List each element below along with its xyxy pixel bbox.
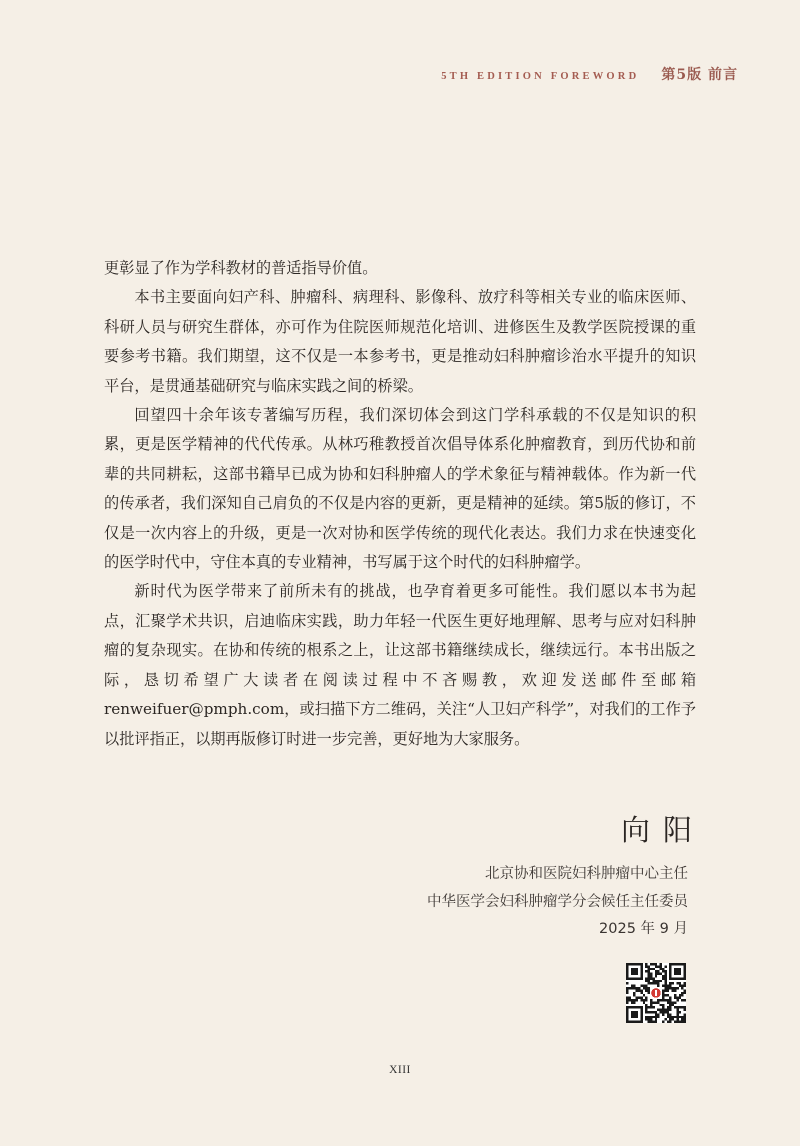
qr-code-graphic: [626, 963, 686, 1023]
paragraph-audience: 本书主要面向妇产科、肿瘤科、病理科、影像科、放疗科等相关专业的临床医师、科研人员与研究生群体，亦可作为住院医师规范化培训、进修医生及教学医院授课的重要参考书籍。我们期望，这不仅是一本参考书，更是推动妇科肿瘤诊治水平提升的知识平台，是贯通基础研究与临床实践之间的桥梁。: [104, 288, 696, 395]
signature-date: 2025 年 9 月: [599, 921, 688, 937]
foreword-body: [104, 254, 696, 754]
author-affiliation-hospital: 北京协和医院妇科肿瘤中心主任: [485, 866, 688, 882]
header-chinese-title: 第5版 前言: [661, 67, 738, 83]
paragraph-outlook: 新时代为医学带来了前所未有的挑战，也孕育着更多可能性。我们愿以本书为起点，汇聚学术共识，启迪临床实践，助力年轻一代医生更好地理解、思考与应对妇科肿瘤的复杂现实。在协和传统的根系之上，让这部书籍继续成长，继续远行。本书出版之际，恳切希望广大读者在阅读过程中不吝赐教，欢迎发送邮件至邮箱 renweifuer@pmph.com，或扫描下方二维码，关注“人卫妇产科学”，对我们的工作予以批评指正，以期再版修订时进一步完善，更好地为大家服务。: [104, 582, 696, 748]
author-affiliation-association: 中华医学会妇科肿瘤学分会候任主任委员: [427, 894, 688, 910]
page-number: XIII: [389, 1064, 411, 1076]
header-english-title: 5TH EDITION FOREWORD: [441, 71, 640, 82]
running-header: [441, 64, 738, 84]
paragraph-continuation: 更彰显了作为学科教材的普适指导价值。: [104, 259, 378, 277]
author-signature: 向阳: [620, 813, 705, 847]
qr-code-icon[interactable]: [626, 963, 686, 1023]
paragraph-history: 回望四十余年该专著编写历程，我们深切体会到这门学科承载的不仅是知识的积累，更是医学精神的代代传承。从林巧稚教授首次倡导体系化肿瘤教育，到历代协和前辈的共同耕耘，这部书籍早已成为协和妇科肿瘤人的学术象征与精神载体。作为新一代的传承者，我们深知自己肩负的不仅是内容的更新，更是精神的延续。第5版的修订，不仅是一次内容上的升级，更是一次对协和医学传统的现代化表达。我们力求在快速变化的医学时代中，守住本真的专业精神，书写属于这个时代的妇科肿瘤学。: [104, 406, 696, 572]
